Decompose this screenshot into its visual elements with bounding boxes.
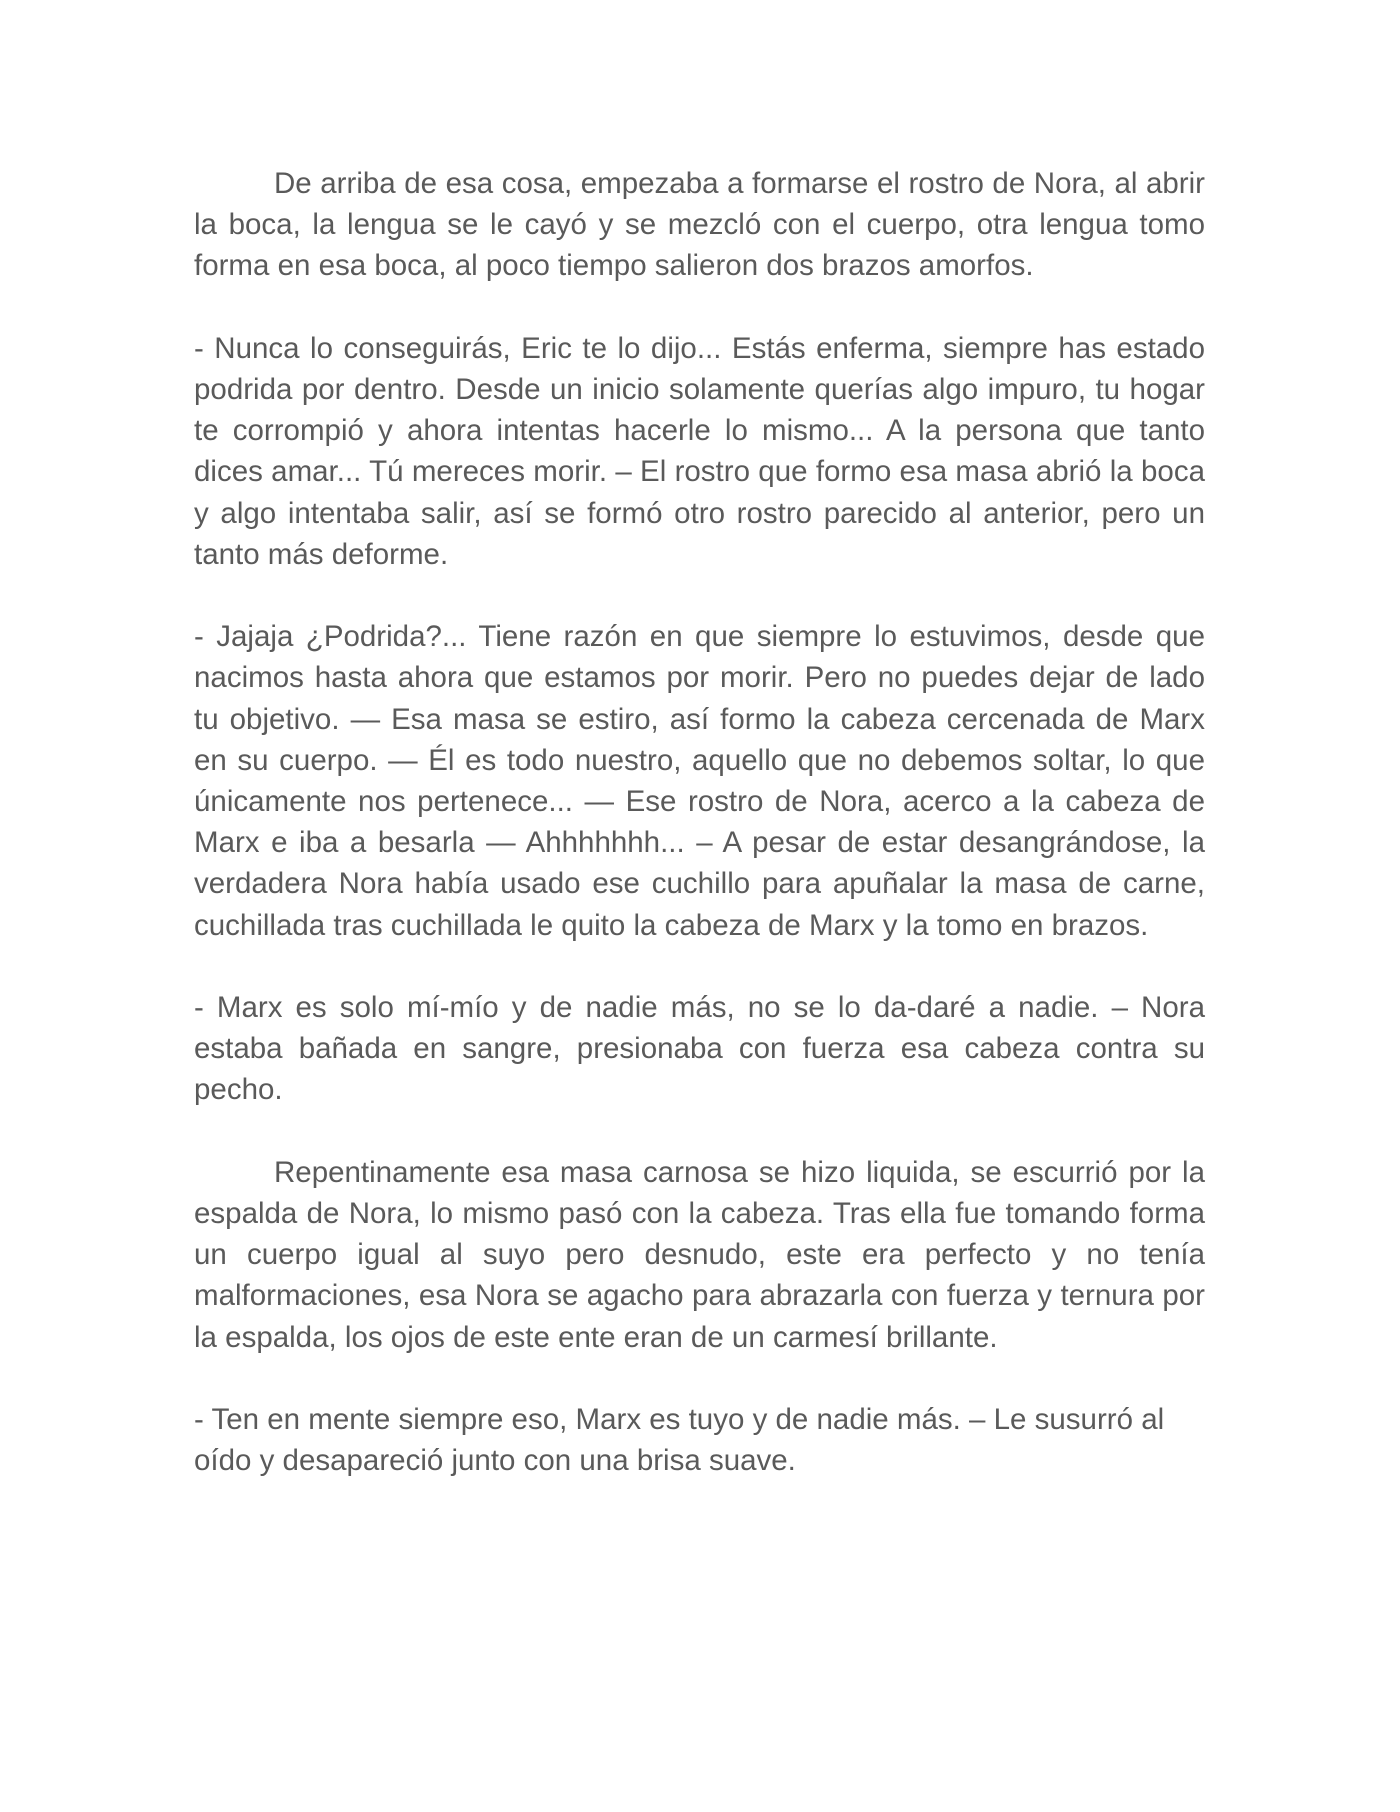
paragraph-3: - Jajaja ¿Podrida?... Tiene razón en que siempre lo estuvimos, desde que nacimos hasta ahora que estamos por morir. Pero no puedes dejar de lado tu objetivo. — Esa masa se estiro, así formo la cabeza cercenada de Marx en su cuerpo. — Él es todo nuestro, aquello que no debemos soltar, lo que únicamente nos pertenece... — Ese rostro de Nora, acerco a la cabeza de Marx e iba a besarla — Ahhhhhhh... – A pesar de estar desangrándose, la verdadera Nora había usado ese cuchillo para apuñalar la masa de carne, cuchillada tras cuchillada le quito la cabeza de Marx y la tomo en brazos. [194,620,1205,942]
paragraph-2: - Nunca lo conseguirás, Eric te lo dijo... Estás enferma, siempre has estado podrida por dentro. Desde un inicio solamente querías algo impuro, tu hogar te corrompió y ahora intentas hacerle lo mismo... A la persona que tanto dices amar... Tú mereces morir. – El rostro que formo esa masa abrió la boca y algo intentaba salir, así se formó otro rostro parecido al anterior, pero un tanto más deforme. [194,331,1205,571]
paragraph-4: - Marx es solo mí-mío y de nadie más, no se lo da-daré a nadie. – Nora estaba bañada en sangre, presionaba con fuerza esa cabeza contra su pecho. [194,991,1205,1107]
document-page [194,163,1205,1523]
paragraph-6: - Ten en mente siempre eso, Marx es tuyo y de nadie más. – Le susurró al oído y desapareció junto con una brisa suave. [194,1403,1165,1478]
paragraph-5: Repentinamente esa masa carnosa se hizo liquida, se escurrió por la espalda de Nora, lo mismo pasó con la cabeza. Tras ella fue tomando forma un cuerpo igual al suyo pero desnudo, este era perfecto y no tenía malformaciones, esa Nora se agacho para abrazarla con fuerza y ternura por la espalda, los ojos de este ente eran de un carmesí brillante. [194,1155,1205,1354]
paragraph-1: De arriba de esa cosa, empezaba a formarse el rostro de Nora, al abrir la boca, la lengua se le cayó y se mezcló con el cuerpo, otra lengua tomo forma en esa boca, al poco tiempo salieron dos brazos amorfos. [194,167,1205,283]
